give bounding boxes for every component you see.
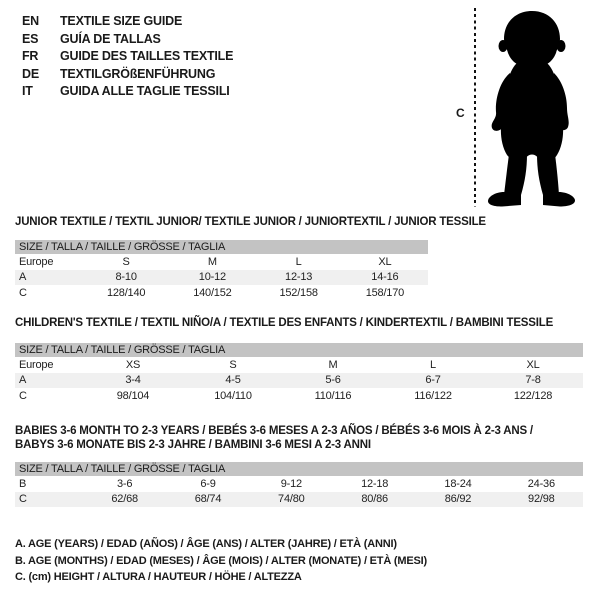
age-cell: 5-6 [283,373,383,389]
size-header-band [15,240,428,254]
size-header-band [15,462,583,476]
babies-table-title [15,424,583,452]
age-cell: 9-12 [280,477,302,490]
height-cell: 158/170 [365,286,405,299]
babies-size-table [15,462,583,507]
row-label: Europe [19,255,54,268]
size-cell: XL [378,255,392,268]
age-cell: 3-4 [83,373,183,389]
guide-title-de: TEXTILGRÖßENFÜHRUNG [60,66,216,81]
language-code: IT [22,84,33,98]
table-row-age [15,373,583,389]
language-row-en [22,13,233,31]
language-row-it [22,83,233,101]
height-cell: 86/92 [416,492,499,508]
table-row-age [15,270,428,286]
children-table-title: CHILDREN'S TEXTILE / TEXTIL NIÑO/A / TEXTILE DES ENFANTS / KINDERTEXTIL / BAMBINI TESSILE [15,317,554,329]
language-code: ES [22,31,39,46]
row-label: C [15,492,83,508]
row-label: B [19,477,27,490]
height-cell: 92/98 [500,492,583,508]
guide-title-it: GUIDA ALLE TAGLIE TESSILI [60,84,230,98]
height-cell: 62/68 [83,492,166,508]
size-cell: L [430,358,436,371]
table-row-height [15,492,583,508]
children-size-table [15,343,583,404]
size-header-label: SIZE / TALLA / TAILLE / GRÖSSE / TAGLIA [15,343,583,357]
guide-title-en: TEXTILE SIZE GUIDE [60,14,183,28]
age-cell: 14-16 [342,270,428,286]
guide-title-es: GUÍA DE TALLAS [60,31,161,46]
size-cell: XS [125,358,141,371]
age-cell: 12-13 [256,270,342,286]
language-row-fr [22,48,233,66]
footnote-age-years: A. AGE (YEARS) / EDAD (AÑOS) / ÂGE (ANS) / ALTER (JAHRE) / ETÀ (ANNI) [15,538,397,550]
junior-table-title: JUNIOR TEXTILE / TEXTIL JUNIOR/ TEXTILE JUNIOR / JUNIORTEXTIL / JUNIOR TESSILE [15,216,486,228]
row-label: Europe [19,358,54,371]
age-cell: 24-36 [527,477,555,490]
age-cell: 8-10 [83,270,169,286]
age-cell: 6-7 [383,373,483,389]
height-cell: 140/152 [193,286,232,299]
language-code: EN [22,14,39,28]
table-row-height [15,388,583,404]
junior-section [15,216,486,301]
height-cell: 122/128 [513,389,553,402]
language-row-es [22,31,233,49]
language-code: FR [22,49,39,63]
footnote-age-months: B. AGE (MONTHS) / EDAD (MESES) / ÂGE (MOIS) / ALTER (MONATE) / ETÀ (MESI) [15,554,427,567]
size-cell: XL [526,358,540,371]
junior-size-table [15,240,428,301]
children-section [15,317,583,404]
size-header-label: SIZE / TALLA / TAILLE / GRÖSSE / TAGLIA [15,462,583,476]
row-label: A [15,373,83,389]
age-cell: 4-5 [183,373,283,389]
height-cell: 116/122 [414,389,452,402]
size-cell: L [295,255,302,268]
footnote-legend [15,536,427,586]
height-measure-line [474,8,476,207]
height-cell: 152/158 [279,286,318,299]
size-cell: M [207,255,217,268]
height-cell: 110/116 [314,389,352,402]
language-title-list [22,13,233,101]
row-label: C [19,389,27,402]
size-cell: S [229,358,237,371]
baby-silhouette-icon [486,9,578,209]
age-cell: 3-6 [117,477,133,490]
size-header-band [15,343,583,357]
babies-title-line2: BABYS 3-6 MONATE BIS 2-3 JAHRE / BAMBINI 3-6 MESI A 2-3 ANNI [15,439,371,451]
row-label: A [15,270,83,286]
height-marker-label: C [456,106,465,120]
age-cell: 18-24 [444,477,472,490]
guide-title-fr: GUIDE DES TAILLES TEXTILE [60,49,234,63]
size-cell: S [122,255,130,268]
height-cell: 128/140 [106,286,146,299]
size-cell: M [328,358,338,371]
footnote-height: C. (cm) HEIGHT / ALTURA / HAUTEUR / HÖHE / ALTEZZA [15,571,302,583]
height-cell: 74/80 [250,492,333,508]
row-label: C [19,286,27,299]
size-header-label: SIZE / TALLA / TAILLE / GRÖSSE / TAGLIA [15,240,428,254]
language-row-de [22,66,233,84]
babies-title-line1: BABIES 3-6 MONTH TO 2-3 YEARS / BEBÉS 3-6 MESES A 2-3 AÑOS / BÉBÉS 3-6 MOIS À 2-3 ANS / [15,425,533,437]
babies-section [15,424,583,507]
age-cell: 6-9 [200,477,216,490]
age-cell: 12-18 [361,477,389,490]
language-code: DE [22,66,39,81]
height-cell: 68/74 [166,492,249,508]
age-cell: 10-12 [169,270,255,286]
table-row-europe [15,254,428,270]
height-cell: 104/110 [214,389,252,402]
table-row-height [15,285,428,301]
table-row-age-months [15,476,583,492]
table-row-europe [15,357,583,373]
age-cell: 7-8 [483,373,583,389]
height-cell: 98/104 [116,389,150,402]
height-cell: 80/86 [333,492,416,508]
